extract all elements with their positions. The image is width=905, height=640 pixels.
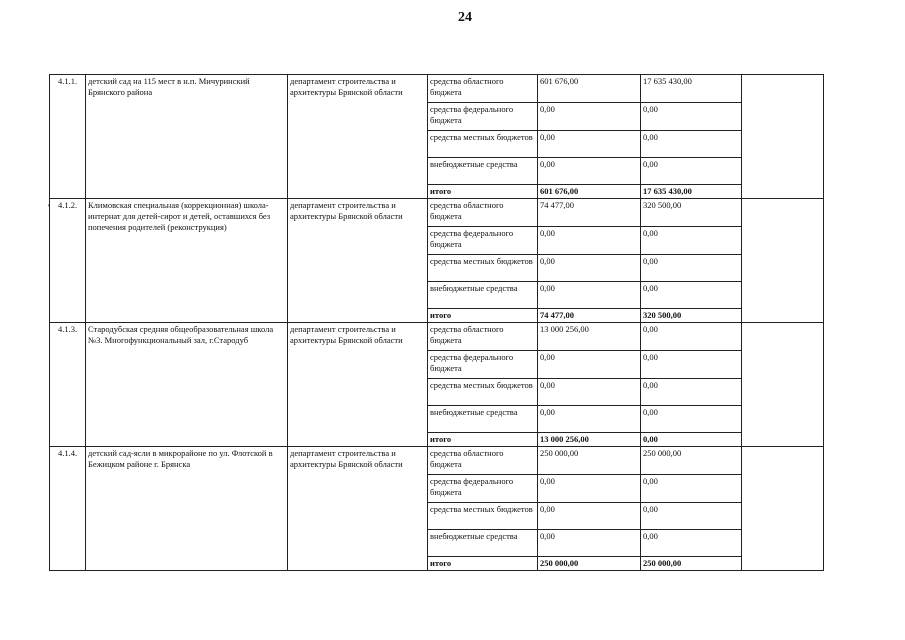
funding-source: средства федерального бюджета [428,475,538,503]
amount-col-1: 0,00 [538,379,641,406]
table-row [50,447,824,475]
amount-col-2: 0,00 [641,103,742,131]
total-label: итого [428,433,538,447]
amount-col-2: 0,00 [641,282,742,309]
scan-mark: ' [48,203,50,212]
amount-col-2: 0,00 [641,379,742,406]
amount-col-1: 13 000 256,00 [538,433,641,447]
amount-col-1: 0,00 [538,103,641,131]
amount-col-1: 0,00 [538,131,641,158]
item-number: 4.1.1. [50,75,86,199]
amount-col-1: 0,00 [538,530,641,557]
amount-col-2: 17 635 430,00 [641,185,742,199]
amount-col-1: 13 000 256,00 [538,323,641,351]
funding-source: средства федерального бюджета [428,103,538,131]
amount-col-2: 320 500,00 [641,199,742,227]
item-number: 4.1.3. [50,323,86,447]
amount-col-1: 0,00 [538,406,641,433]
amount-col-2: 0,00 [641,227,742,255]
funding-source: внебюджетные средства [428,406,538,433]
amount-col-2: 0,00 [641,475,742,503]
amount-col-2: 0,00 [641,323,742,351]
budget-table [49,74,824,571]
amount-col-2: 320 500,00 [641,309,742,323]
total-label: итого [428,557,538,571]
department: департамент строительства и архитектуры Брянской области [288,323,428,447]
amount-col-2: 17 635 430,00 [641,75,742,103]
item-name: детский сад-ясли в микрорайоне по ул. Флотской в Бежицком районе г. Брянска [86,447,288,571]
amount-col-2: 0,00 [641,351,742,379]
amount-col-1: 250 000,00 [538,557,641,571]
amount-col-1: 0,00 [538,475,641,503]
amount-col-1: 0,00 [538,227,641,255]
amount-col-2: 0,00 [641,503,742,530]
empty-cell [742,75,824,199]
table-row [50,323,824,351]
department: департамент строительства и архитектуры Брянской области [288,75,428,199]
amount-col-2: 250 000,00 [641,447,742,475]
funding-source: средства федерального бюджета [428,227,538,255]
department: департамент строительства и архитектуры Брянской области [288,447,428,571]
amount-col-2: 250 000,00 [641,557,742,571]
amount-col-1: 601 676,00 [538,185,641,199]
funding-source: внебюджетные средства [428,282,538,309]
funding-source: средства областного бюджета [428,75,538,103]
item-number: 4.1.4. [50,447,86,571]
funding-source: внебюджетные средства [428,158,538,185]
funding-source: средства местных бюджетов [428,131,538,158]
amount-col-2: 0,00 [641,406,742,433]
amount-col-1: 0,00 [538,255,641,282]
amount-col-1: 250 000,00 [538,447,641,475]
amount-col-1: 0,00 [538,158,641,185]
table-row [50,199,824,227]
amount-col-1: 0,00 [538,351,641,379]
empty-cell [742,199,824,323]
funding-source: внебюджетные средства [428,530,538,557]
total-label: итого [428,185,538,199]
amount-col-2: 0,00 [641,433,742,447]
item-name: Стародубская средняя общеобразовательная школа №3. Многофункциональный зал, г.Стародуб [86,323,288,447]
amount-col-2: 0,00 [641,131,742,158]
amount-col-1: 74 477,00 [538,309,641,323]
funding-source: средства местных бюджетов [428,503,538,530]
amount-col-1: 0,00 [538,282,641,309]
funding-source: средства федерального бюджета [428,351,538,379]
funding-source: средства областного бюджета [428,323,538,351]
funding-source: средства местных бюджетов [428,255,538,282]
amount-col-2: 0,00 [641,158,742,185]
page-number: 24 [458,10,472,25]
item-name: Климовская специальная (коррекционная) школа-интернат для детей-сирот и детей, оставшихся без попечения родителей (реконструкция) [86,199,288,323]
amount-col-2: 0,00 [641,530,742,557]
funding-source: средства областного бюджета [428,199,538,227]
funding-source: средства местных бюджетов [428,379,538,406]
amount-col-2: 0,00 [641,255,742,282]
empty-cell [742,323,824,447]
amount-col-1: 74 477,00 [538,199,641,227]
department: департамент строительства и архитектуры Брянской области [288,199,428,323]
total-label: итого [428,309,538,323]
item-name: детский сад на 115 мест в н.п. Мичуринский Брянского района [86,75,288,199]
amount-col-1: 0,00 [538,503,641,530]
table-row [50,75,824,103]
empty-cell [742,447,824,571]
item-number: 4.1.2. [50,199,86,323]
funding-source: средства областного бюджета [428,447,538,475]
amount-col-1: 601 676,00 [538,75,641,103]
